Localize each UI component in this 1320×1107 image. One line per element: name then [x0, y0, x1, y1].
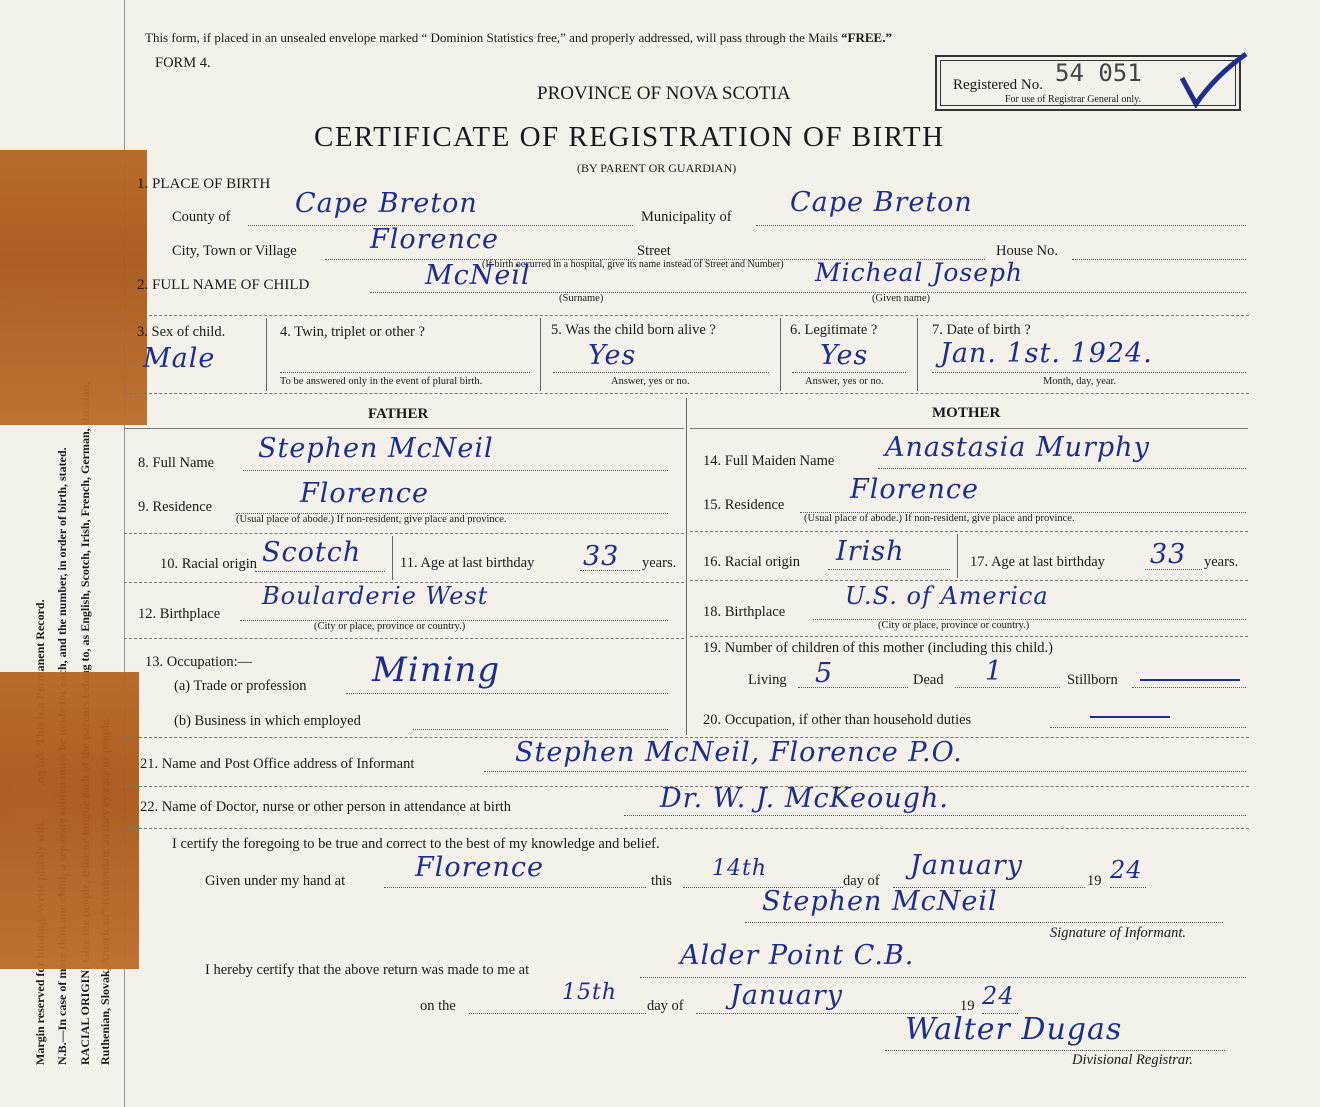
given-under-label: Given under my hand at	[205, 873, 346, 889]
registration-year-value: 24	[982, 982, 1015, 1010]
sex-label: 3. Sex of child.	[137, 324, 226, 340]
living-label: Living	[748, 672, 787, 688]
house-number-label: House No.	[996, 243, 1059, 259]
registrar-signature-value: Walter Dugas	[905, 1012, 1123, 1047]
father-birthplace-value: Boularderie West	[262, 582, 489, 610]
certificate-subtitle: (BY PARENT OR GUARDIAN)	[577, 161, 737, 175]
father-residence-note: (Usual place of abode.) If non-resident, give place and province.	[236, 514, 507, 525]
province-title: PROVINCE OF NOVA SCOTIA	[537, 83, 791, 104]
mother-racial-label: 16. Racial origin	[703, 554, 801, 570]
mother-residence-label: 15. Residence	[703, 497, 785, 513]
dead-value: 1	[985, 656, 1004, 687]
dob-value: Jan. 1st. 1924.	[940, 338, 1153, 369]
mother-birthplace-label: 18. Birthplace	[703, 604, 786, 620]
father-trade-value: Mining	[372, 650, 501, 690]
given-place-value: Florence	[415, 852, 544, 883]
year-prefix: 19	[1087, 873, 1102, 889]
legitimate-value: Yes	[820, 340, 869, 371]
given-month-value: January	[910, 850, 1023, 881]
born-alive-label: 5. Was the child born alive ?	[551, 322, 716, 338]
surname-caption: (Surname)	[559, 293, 604, 304]
father-occupation-label: 13. Occupation:—	[145, 654, 253, 670]
certification-statement: I certify the foregoing to be true and correct to the best of my knowledge and belief.	[172, 836, 660, 852]
reg-year-prefix: 19	[960, 998, 975, 1014]
registrar-statement: I hereby certify that the above return was made to me at	[205, 962, 530, 978]
legitimate-label: 6. Legitimate ?	[790, 322, 878, 338]
dead-label: Dead	[913, 672, 944, 688]
mother-heading: MOTHER	[932, 405, 1001, 421]
form-number: FORM 4.	[155, 55, 211, 71]
given-year-value: 24	[1110, 856, 1143, 884]
father-trade-label: (a) Trade or profession	[174, 678, 307, 694]
informant-value: Stephen McNeil, Florence P.O.	[515, 737, 963, 768]
mother-age-label: 17. Age at last birthday	[970, 554, 1105, 570]
dob-note: Month, day, year.	[1043, 376, 1117, 387]
father-name-label: 8. Full Name	[138, 455, 215, 471]
registration-label: Registered No.	[953, 77, 1043, 93]
child-given-name-value: Micheal Joseph	[815, 258, 1024, 287]
mother-occupation-dash	[1090, 716, 1170, 718]
mother-name-value: Anastasia Murphy	[885, 432, 1150, 463]
dob-label: 7. Date of birth ?	[932, 322, 1031, 338]
father-business-label: (b) Business in which employed	[174, 713, 361, 729]
birth-city-value: Florence	[370, 224, 499, 255]
this-label: this	[651, 873, 672, 889]
street-label: Street	[637, 243, 671, 259]
father-racial-label: 10. Racial origin	[160, 556, 258, 572]
check-mark-icon	[1180, 48, 1250, 108]
registrar-place-value: Alder Point C.B.	[680, 940, 915, 971]
day-of-label: day of	[843, 873, 880, 889]
mother-years-label: years.	[1204, 554, 1239, 570]
child-name-label: 2. FULL NAME OF CHILD	[137, 277, 310, 293]
doctor-label: 22. Name of Doctor, nurse or other person in attendance at birth	[140, 799, 512, 815]
signature-caption: Signature of Informant.	[1050, 925, 1187, 941]
father-birthplace-label: 12. Birthplace	[138, 606, 221, 622]
certificate-title: CERTIFICATE OF REGISTRATION OF BIRTH	[314, 121, 945, 153]
sex-value: Male	[143, 343, 216, 374]
father-heading: FATHER	[368, 406, 429, 422]
mother-residence-value: Florence	[850, 474, 979, 505]
registration-note: For use of Registrar General only.	[1005, 94, 1141, 105]
father-residence-value: Florence	[300, 478, 429, 509]
living-value: 5	[815, 658, 834, 689]
on-the-label: on the	[420, 998, 456, 1014]
registration-day-value: 15th	[562, 980, 618, 1005]
given-name-caption: (Given name)	[872, 293, 931, 304]
informant-signature-value: Stephen McNeil	[762, 886, 998, 917]
father-racial-value: Scotch	[262, 537, 362, 568]
informant-label: 21. Name and Post Office address of Informant	[140, 756, 415, 772]
father-years-label: years.	[642, 555, 677, 571]
postal-notice: This form, if placed in an unsealed envelope marked “ Dominion Statistics free,” and properly addressed, will pass through the Mails “FREE.”	[145, 30, 892, 45]
mother-occupation-label: 20. Occupation, if other than household duties	[703, 712, 972, 728]
father-residence-label: 9. Residence	[138, 499, 213, 515]
mother-name-label: 14. Full Maiden Name	[703, 453, 835, 469]
tape-strip	[0, 672, 139, 969]
twin-note: To be answered only in the event of plural birth.	[280, 376, 483, 387]
city-label: City, Town or Village	[172, 243, 297, 259]
child-surname-value: McNeil	[425, 260, 531, 291]
registrar-caption: Divisional Registrar.	[1072, 1052, 1193, 1068]
legitimate-note: Answer, yes or no.	[805, 376, 884, 387]
twin-label: 4. Twin, triplet or other ?	[280, 324, 425, 340]
birth-county-value: Cape Breton	[295, 188, 478, 219]
given-day-value: 14th	[712, 856, 768, 881]
mother-racial-value: Irish	[836, 536, 905, 567]
municipality-label: Municipality of	[641, 209, 732, 225]
registration-month-value: January	[730, 980, 843, 1011]
mother-children-label: 19. Number of children of this mother (including this child.)	[703, 640, 1053, 656]
born-alive-value: Yes	[588, 340, 637, 371]
mother-birthplace-note: (City or place, province or country.)	[878, 620, 1030, 631]
mother-residence-note: (Usual place of abode.) If non-resident, give place and province.	[804, 513, 1075, 524]
place-of-birth-heading: 1. PLACE OF BIRTH	[137, 176, 271, 192]
father-birthplace-note: (City or place, province or country.)	[314, 621, 466, 632]
stillborn-label: Stillborn	[1067, 672, 1118, 688]
mother-age-value: 33	[1150, 539, 1187, 570]
father-name-value: Stephen McNeil	[258, 433, 494, 464]
birth-municipality-value: Cape Breton	[790, 187, 973, 218]
registration-number: 54 051	[1055, 59, 1142, 87]
stillborn-dash	[1140, 679, 1240, 681]
mother-birthplace-value: U.S. of America	[845, 582, 1049, 610]
father-age-label: 11. Age at last birthday	[400, 555, 535, 571]
reg-day-of-label: day of	[647, 998, 684, 1014]
father-age-value: 33	[583, 541, 620, 572]
doctor-value: Dr. W. J. McKeough.	[660, 783, 949, 814]
tape-strip	[0, 150, 147, 425]
born-alive-note: Answer, yes or no.	[611, 376, 690, 387]
county-label: County of	[172, 209, 231, 225]
hospital-note: (If birth occurred in a hospital, give its name instead of Street and Number)	[482, 259, 784, 270]
